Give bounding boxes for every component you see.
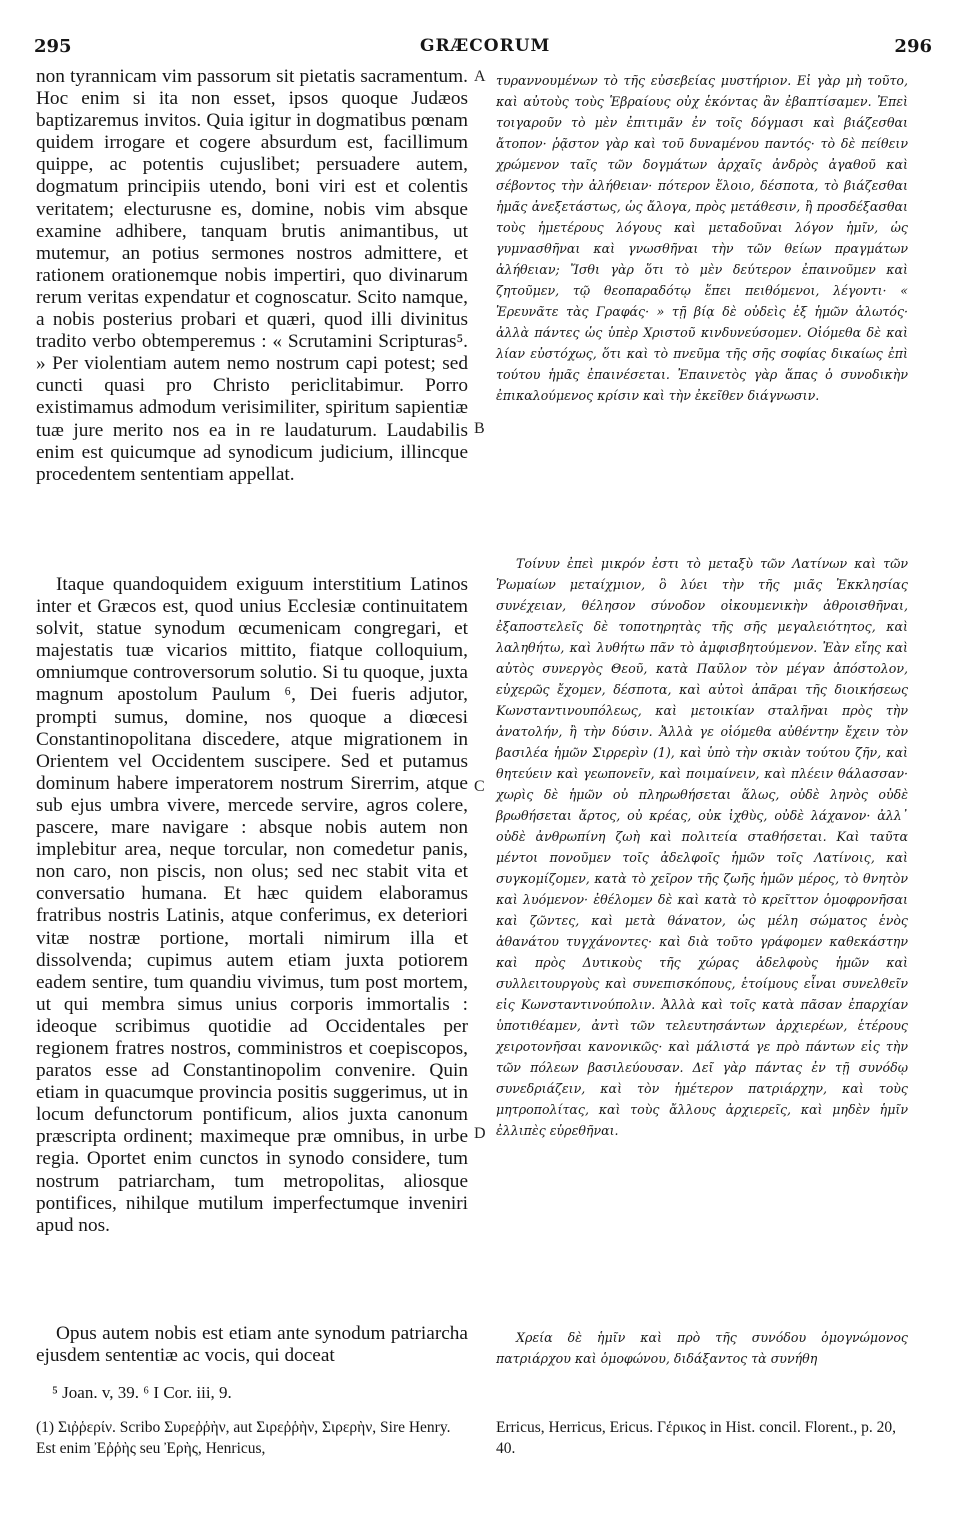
greek-column: [496, 70, 908, 406]
latin-paragraph-2: Itaque quandoquidem exiguum interstitium Latinos inter et Græcos est, quod unius Ecclesiæ continuitatem solvit, statue synodum œcumenicam congregari, et majestatis tuæ vicarios mittito, fiatque colloquium, omniumque controversorum solutio. Si tu quoque, juxta magnum apostolum Paulum ⁶, Dei fueris adjutor, prompti sumus, domine, nos quoque a diœcesi Constantinopolitana discedere, atque migrationem in Orientem vel Occidentem suscipere. Sed et putamus dominum habere imperatorem nostrum Sirerrim, atque sub ejus umbra vivere, mercede servire, agros colere, pascere, mare navigare : absque nobis autem non implebitur area, neque torcular, non comedetur panis, non caro, non piscis, non olus; sed nec stabit vita et conversatio humana. Et hæc quidem elaboramus fratribus nostris Latinis, atque conferimus, ex deteriori vitæ nostræ portione, mortali nimirum illa et dissolvenda; cupimus autem etiam juxta potiorem eadem sentire, tum quandiu vivimus, tum post mortem, ut qui membra simus unius corporis immortalis : ideoque scribimus quotidie ad Occidentales per regionem fratres nostros, comministros et coepiscopos, paratos esse ad Constantinopolim convenire. Quin etiam in quacumque provincia positis suggerimus, ut in locum defunctorum pontificum, alios juxta canonum præscripta ordinent; maximeque præ omnibus, in urbe regia. Oportet enim cunctos in synodo considere, tum nostrum patriarcham, tum metropolitas, aliosque pontifices, nihilque mutilum imperfectumque inveniri apud nos.: [36, 574, 468, 1236]
running-title: GRÆCORUM: [420, 36, 551, 56]
margin-marker-a: A: [474, 68, 486, 85]
page-number-left: 295: [34, 36, 72, 57]
greek-paragraph-3: Χρεία δὲ ἡμῖν καὶ πρὸ τῆς συνόδου ὁμογνώμονος πατριάρχου καὶ ὁμοφώνου, διδάξαντος τὰ συνήθη: [496, 1330, 908, 1366]
page-header: [34, 36, 934, 64]
greek-column-3: [496, 1327, 908, 1369]
margin-marker-c: C: [474, 778, 485, 795]
latin-column-3: [36, 1323, 468, 1367]
greek-paragraph-1: τυραννουμένων τὸ τῆς εὐσεβείας μυστήριον. Εἰ γὰρ μὴ τοῦτο, καὶ αὐτοὺς τοὺς Ἑβραίους οὐχ ἑκόντας ἂν ἐβαπτίσαμεν. Ἐπεὶ τοιγαροῦν τὸ μὲν ἐπιτιμᾶν ἐν τοῖς δόγμασι καὶ βιάζεσθαι ἄτοπον· ῥᾷστον γὰρ καὶ τοῦ δυναμένου παντός· τὸ δὲ πείθειν χρώμενον ταῖς τῶν δογμάτων ἀρχαῖς ἀνδρὸς ἀγαθοῦ καὶ σέβοντος τὴν ἀλήθειαν· πότερον ἕλοιο, δέσποτα, τὸ βιάζεσθαι ἡμᾶς ἀνεξετάστως, ὡς ἄλογα, πρὸς μετάθεσιν, ἢ προσδέξασθαι τοὺς ἡμετέρους λόγους καὶ μεταδοῦναι λόγον ἡμῖν, ὡς γυμνασθῆναι καὶ γνωσθῆναι τὴν τῶν θείων πραγμάτων ἀλήθειαν; Ἴσθι γὰρ ὅτι τὸ μὲν δεύτερον ἐπαινοῦμεν καὶ ζητοῦμεν, τῷ θεοπαραδότῳ ἕπει πειθόμενοι, λέγοντι· « Ἐρευνᾶτε τὰς Γραφάς· » τῇ βίᾳ δὲ οὐδεὶς ἐξ ἡμῶν ἁλωτός· ἀλλὰ πάντες ὡς ὑπὲρ Χριστοῦ κινδυνεύσομεν. Οἰόμεθα δὲ καὶ λίαν εὐστόχως, ὅτι καὶ τὸ πνεῦμα τῆς σῆς σοφίας δικαίως ἐπὶ τούτου ἡμᾶς ἐπαινέσεται. Ἐπαινετὸς γὰρ ἅπας ὁ συνοδικὴν ἐπικαλούμενος κρίσιν καὶ τὴν ἐκεῖθεν διάγνωσιν.: [496, 73, 908, 403]
footnote-right: Erricus, Herricus, Ericus. Γέρικος in Hist. concil. Florent., p. 20, 40.: [496, 1419, 896, 1457]
footnote-left: (1) Σιῤῥερίν. Scribo Συρεῤῥὴν, aut Σιρεῤῥὴν, Σιρερὴν, Sire Henry. Est enim Ἐῤῥὴς seu Ἐρὴς, Henricus,: [36, 1419, 451, 1457]
footnote-references: ⁵ Joan. v, 39. ⁶ I Cor. iii, 9.: [52, 1383, 232, 1402]
latin-column: [36, 66, 468, 486]
greek-column-2: [496, 553, 908, 1141]
margin-marker-d: D: [474, 1125, 486, 1142]
page-number-right: 296: [894, 36, 932, 57]
latin-paragraph-3: Opus autem nobis est etiam ante synodum patriarcha ejusdem sententiæ ac vocis, qui doceat: [36, 1323, 468, 1367]
latin-column-2: [36, 574, 468, 1237]
margin-marker-b: B: [474, 420, 485, 437]
latin-paragraph-1: non tyrannicam vim passorum sit pietatis sacramentum. Hoc enim si ita non esset, ipsos quoque Judæos baptizaremus invitos. Quia igitur in dogmatibus pœnam quidem irrogare et cogere absurdum est, facillimum quippe, ac potentis cujuslibet; persuadere autem, dogmatum principiis utendo, boni viri est et colentis veritatem; electurusne es, domine, nobis vim absque examine adhibere, tanquam brutis animantibus, ut mutemur, an potius sermones nostros admittere, et rationem orationemque nobis impertiri, quo divinarum rerum veritas expendatur et cognoscatur. Scito namque, a nobis posterius probari et quæri, quod illi divinitus tradito verbo obtemperemus : « Scrutamini Scripturas⁵. » Per violentiam autem nemo nostrum capi potest; sed cuncti quasi pro Christo periclitabimur. Porro existimamus admodum verisimiliter, spiritum sapientiæ tuæ jure merito nos ea in re laudaturum. Laudabilis enim est quicumque ad synodicum judicium, illincque procedentem sententiam appellat.: [36, 66, 468, 485]
greek-paragraph-2: Τοίνυν ἐπεὶ μικρόν ἐστι τὸ μεταξὺ τῶν Λατίνων καὶ τῶν Ῥωμαίων μεταίχμιον, ὃ λύει τὴν τῆς μιᾶς Ἐκκλησίας συνέχειαν, θέλησον σύνοδον οἰκουμενικὴν ἀθροισθῆναι, ἐξαποστελεῖς δὲ τοποτηρητὰς τῆς σῆς μεγαλειότητος, καὶ λαληθήτω, καὶ λυθήτω πᾶν τὸ ἀμφισβητούμενον. Ἐὰν εἴης καὶ αὐτὸς συνεργὸς Θεοῦ, κατὰ Παῦλον τὸν μέγαν ἀπόστολον, εὐχερῶς ἔχομεν, δέσποτα, καὶ αὐτοὶ ἀπᾶραι τῆς διοικήσεως Κωνσταντινουπόλεως, καὶ μετοικίαν σταλῆναι πρὸς τὴν ἀνατολήν, ἢ τὴν δύσιν. Ἀλλὰ γε οἰόμεθα αὐθέντην ἔχειν τὸν βασιλέα ἡμῶν Σιρρερὶν (1), καὶ ὑπὸ τὴν σκιὰν τούτου ζῆν, καὶ θητεύειν καὶ γεωπονεῖν, καὶ ποιμαίνειν, καὶ πλέειν θάλασσαν· χωρὶς δὲ ἡμῶν οὐ πληρωθήσεται ἅλως, οὐδὲ ληνὸς οὐδὲ βρωθήσεται ἄρτος, οὐ κρέας, οὐκ ἰχθὺς, οὐδὲ λάχανον· ἀλλ᾽ οὐδὲ ἀνθρωπίνη ζωὴ καὶ πολιτεία σταθήσεται. Καὶ ταῦτα μέντοι πονοῦμεν τοῖς ἀδελφοῖς ἡμῶν τοῖς Λατίνοις, καὶ συγκομίζομεν, κατὰ τὸ χεῖρον τῆς ζωῆς ἡμῶν μέρος, τὸ θνητὸν καὶ λυόμενον· ἐθέλομεν δὲ καὶ κατὰ τὸ κρεῖττον ὁμοφρονῆσαι καὶ ζῶντες, καὶ μετὰ θάνατον, ὡς μέλη σώματος ἑνὸς ἀθανάτου τυγχάνοντες· καὶ διὰ τοῦτο γράφομεν καθεκάστην καὶ πρὸς Δυτικοὺς τῆς χώρας ἀδελφοὺς ἡμῶν καὶ συλλειτουργοὺς καὶ συνεπισκόπους, ἑτοίμους εἶναι συνελθεῖν εἰς Κωνσταντινούπολιν. Ἀλλὰ καὶ τοῖς κατὰ πᾶσαν ἐπαρχίαν ὑποτιθέαμεν, ἀντὶ τῶν τελευτησάντων ἀρχιερέων, ἑτέρους χειροτονῆσαι κανονικῶς· καὶ μάλιστά γε πρὸ πάντων εἰς τὴν τῶν πόλεων βασιλεύουσαν. Δεῖ γὰρ πάντας ἐν τῇ συνόδῳ συνεδριάζειν, καὶ τὸν ἡμέτερον πατριάρχην, καὶ τοὺς μητροπολίτας, καὶ τοὺς ἄλλους ἀρχιερεῖς, καὶ μηδὲν ἡμῖν ἐλλιπὲς εὑρεθῆναι.: [496, 556, 908, 1138]
